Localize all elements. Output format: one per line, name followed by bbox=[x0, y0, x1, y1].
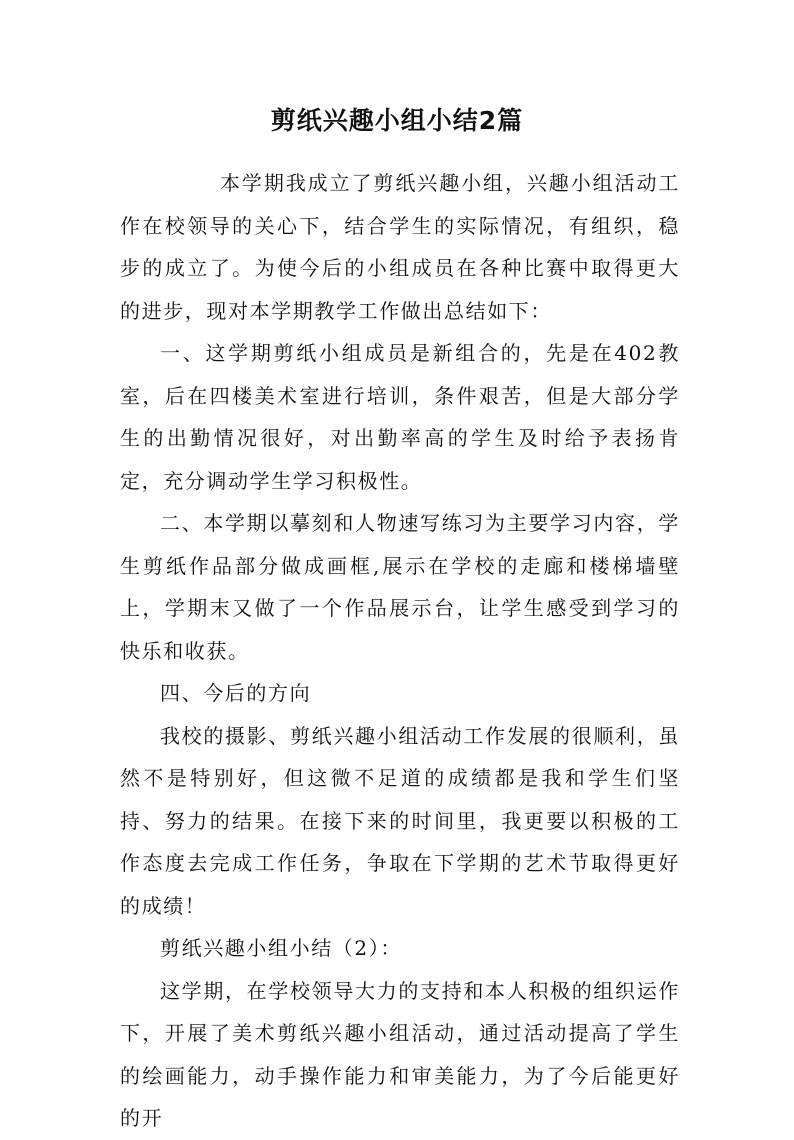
paragraph-section-1: 一、这学期剪纸小组成员是新组合的，先是在402教室，后在四楼美术室进行培训，条件艰苦，但是大部分学生的出勤情况很好，对出勤率高的学生及时给予表扬肯定，充分调动学生学习积极性。 bbox=[120, 341, 680, 493]
document-body bbox=[120, 162, 680, 1140]
document-title: 剪纸兴趣小组小结2篇 bbox=[270, 106, 524, 135]
paragraph-intro: 本学期我成立了剪纸兴趣小组，兴趣小组活动工作在校领导的关心下，结合学生的实际情况，有组织，稳步的成立了。为使今后的小组成员在各种比赛中取得更大的进步，现对本学期教学工作做出总结如下： bbox=[120, 171, 680, 323]
paragraph-summary-2: 这学期，在学校领导大力的支持和本人积极的组织运作下，开展了美术剪纸兴趣小组活动，通过活动提高了学生的绘画能力，动手操作能力和审美能力，为了今后能更好的开 bbox=[120, 978, 680, 1130]
paragraph-future-direction: 我校的摄影、剪纸兴趣小组活动工作发展的很顺利，虽然不是特别好，但这微不足道的成绩都是我和学生们坚持、努力的结果。在接下来的时间里，我更要以积极的工作态度去完成工作任务，争取在下学期的艺术节取得更好的成绩！ bbox=[120, 723, 680, 918]
heading-future-direction: 四、今后的方向 bbox=[160, 681, 312, 705]
heading-summary-2: 剪纸兴趣小组小结（2）： bbox=[160, 936, 402, 960]
paragraph-section-2: 二、本学期以摹刻和人物速写练习为主要学习内容，学生剪纸作品部分做成画框,展示在学校的走廊和楼梯墙壁上，学期末又做了一个作品展示台，让学生感受到学习的快乐和收获。 bbox=[120, 511, 680, 663]
